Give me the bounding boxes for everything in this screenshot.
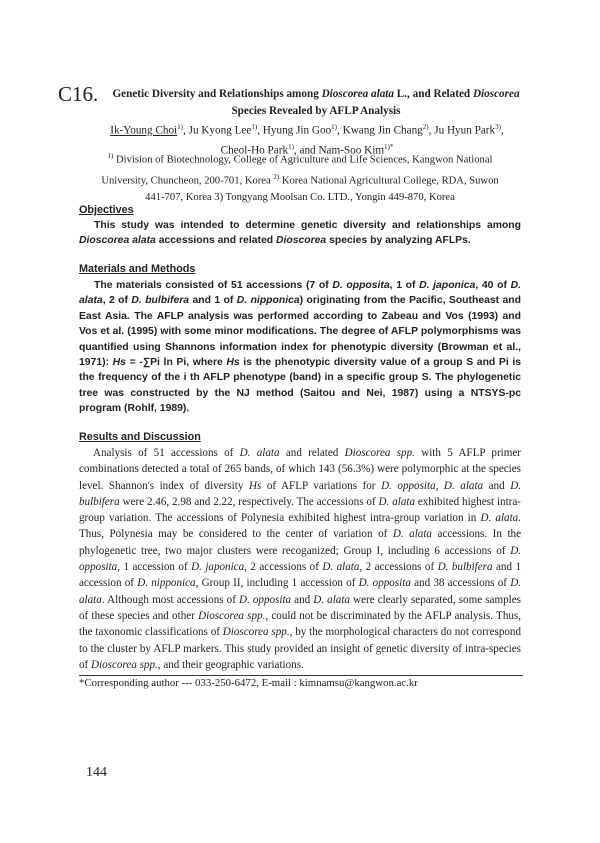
title-text: L., and Related [394,88,473,100]
author-sep: , [500,124,504,137]
results-heading: Results and Discussion [79,431,201,443]
title-genus: Dioscorea [472,88,520,100]
affiliations [78,148,522,206]
author-affil-mark: 1) [251,123,258,131]
objectives-heading: Objectives [79,204,134,216]
corresponding-author-note: *Corresponding author --- 033-250-6472, E-mail : kimnamsu@kangwon.ac.kr [79,677,418,689]
author-name: , Ju Hyun Park [428,124,496,137]
author-affil-mark: 1)* [384,142,394,151]
affil-mark: 1) [107,152,114,160]
title-text: Species Revealed by AFLP Analysis [231,105,401,117]
author-name: , Ju Kyong Lee [183,124,252,137]
author-name: Ik-Young Choi [110,124,178,137]
author-affil-mark: 1) [331,123,338,131]
abstract-code: C16. [58,82,99,106]
methods-heading: Materials and Methods [79,263,196,275]
footnote-divider [79,675,523,676]
affil-text: Division of Biotechnology, College of Agriculture and Life Sciences, Kangwon National [113,154,493,166]
title-species: Dioscorea alata [321,88,394,100]
author-affil-mark: 1) [177,123,183,131]
objectives-paragraph: This study was intended to determine genetic diversity and relationships among Dioscorea alata accessions and related Dioscorea species by analyzing AFLPs. [79,220,521,247]
author-affil-mark: 2) [422,123,429,131]
results-paragraph: Analysis of 51 accessions of D. alata and related Dioscorea spp. with 5 AFLP primer combinations detected a total of 265 bands, of which 143 (56.3%) were polymorphic at the species level. Shannon's index of diversity Hs of AFLP variations for D. opposita, D. alata and D. bulbifera were 2.46, 2.98 and 2.22, respectively. The accessions of D. alata exhibited highest intra-group variation. The accessions of Polynesia exhibited highest intra-group variation in D. alata. Thus, Polynesia may be considered to the center of variation of D. alata accessions. In the phylogenetic tree, two major clusters were recoganized; Group I, including 6 accessions of D. opposita, 1 accession of D. japonica, 2 accessions of D. alata, 2 accessions of D. bulbifera and 1 accession of D. nipponica, Group II, including 1 accession of D. opposita and 38 accessions of D. alata. Although most accessions of D. opposita and D. alata were clearly separated, some samples of these species and other Dioscorea spp., could not be discriminated by the AFLP analysis. Thus, the taxonomic classifications of Dioscorea spp., by the morphological characters do not correspond to the cluster by AFLP markers. This study provided an insight of genetic diversity of intra-species of Dioscorea spp., and their geographic variations. [79,447,522,671]
methods-paragraph: The materials consisted of 51 accessions (7 of D. opposita, 1 of D. japonica, 40 of D. alata, 2 of D. bulbifera and 1 of D. nipponica) originating from the Pacific, Southeast and East Asia. The AFLP analysis was performed according to Zabeau and Vos (1993) and Vos et al. (1995) with some minor modifications. The degree of AFLP polymorphisms was quantified using Shannons information index for phenotypic diversity (Browman et al., 1971): Hs = -∑Pi ln Pi, where Hs is the phenotypic diversity value of a group S and Pi is the frequency of the i th AFLP phenotype (band) in a specific group S. The phylogenetic tree was constructed by the NJ method (Saitou and Nei, 1987) using a NTSYS-pc program (Rohlf, 1989). [79,280,522,415]
author-name: Cheol-Ho Park [220,144,289,157]
page-number: 144 [86,765,107,780]
affil-text: Korea National Agricultural College, RDA, Suwon [279,175,499,187]
author-name: , Hyung Jin Goo [257,124,332,137]
affil-text: University, Chuncheon, 200-701, Korea [101,175,274,187]
affil-mark: 2) [273,172,280,181]
author-name: , Kwang Jin Chang [337,124,423,137]
author-name: , and Nam-Soo Kim [293,144,385,157]
title-text: Genetic Diversity and Relationships among [112,88,322,100]
author-affil-mark: 3) [495,123,501,131]
author-affil-mark: 1) [288,142,294,151]
affil-text: 441-707, Korea 3) Tongyang Moolsan Co. LTD., Yongin 449-870, Korea [145,191,455,203]
paper-title [96,86,536,120]
